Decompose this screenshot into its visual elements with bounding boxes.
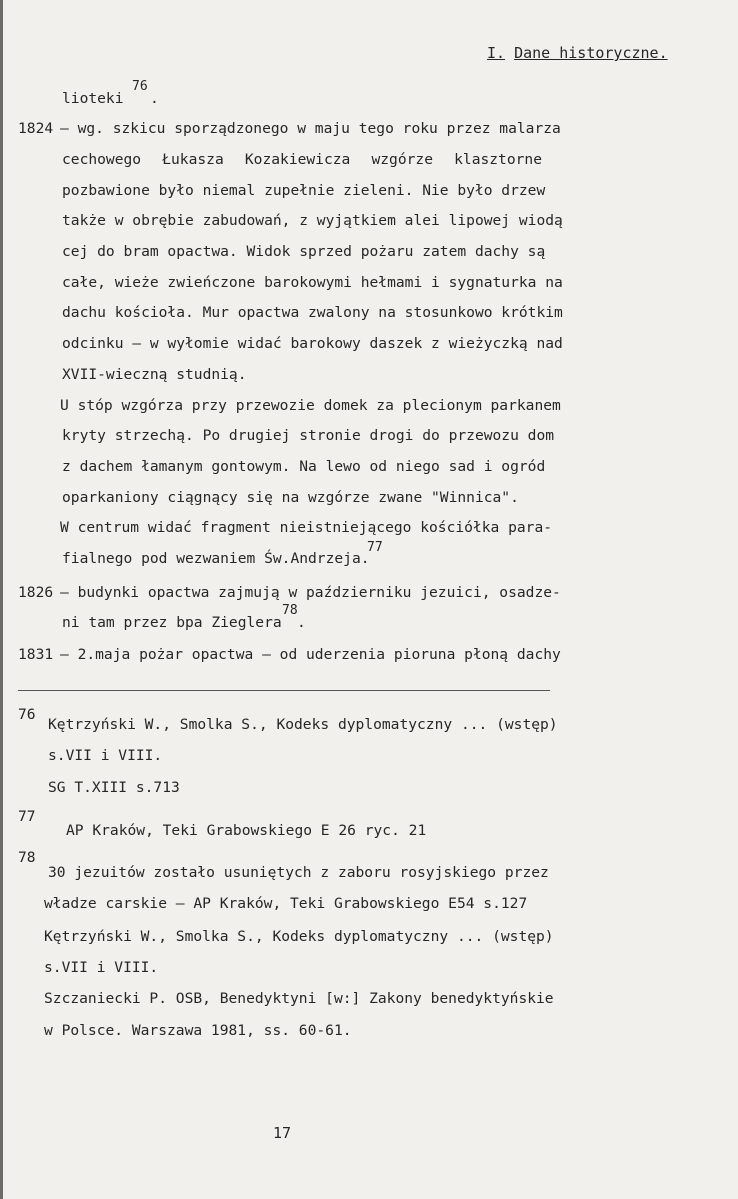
footnote-76-line-3: SG T.XIII s.713 <box>48 779 180 796</box>
footnote-78-line-5: Szczaniecki P. OSB, Benedyktyni [w:] Zakony benedyktyńskie <box>44 990 554 1007</box>
text-line-10: XVII-wieczną studnią. <box>62 366 247 383</box>
text-line-13: z dachem łamanym gontowym. Na lewo od niego sad i ogród <box>62 458 546 475</box>
footnote-separator <box>18 690 550 691</box>
text-line-11: U stóp wzgórza przy przewozie domek za plecionym parkanem <box>60 397 561 414</box>
year-1831: 1831 <box>18 646 54 663</box>
text-line-8: dachu kościoła. Mur opactwa zwalony na stosunkowo krótkim <box>62 304 563 321</box>
footnote-number-78: 78 <box>18 849 36 866</box>
footnote-ref-76: 76 <box>132 79 148 94</box>
footnote-78-line-2: władze carskie – AP Kraków, Teki Grabowskiego E54 s.127 <box>44 895 528 912</box>
text-line-18-end: . <box>297 614 306 631</box>
footnote-ref-78: 78 <box>282 603 298 618</box>
text-line-2: – wg. szkicu sporządzonego w maju tego roku przez malarza <box>60 120 561 137</box>
footnote-78-line-1: 30 jezuitów zostało usuniętych z zaboru rosyjskiego przez <box>48 864 549 881</box>
footnote-76-line-2: s.VII i VIII. <box>48 747 163 764</box>
text-line-9: odcinku – w wyłomie widać barokowy daszek z wieżyczką nad <box>62 335 563 352</box>
footnote-77-line-1: AP Kraków, Teki Grabowskiego E 26 ryc. 21 <box>66 822 427 839</box>
footnote-ref-77: 77 <box>367 540 383 555</box>
page-edge <box>0 0 3 1199</box>
text-line-1-end: . <box>150 90 159 107</box>
text-line-15: W centrum widać fragment nieistniejącego kościółka para- <box>60 519 553 536</box>
text-line-16: fialnego pod wezwaniem Św.Andrzeja. <box>62 550 370 567</box>
page-number: 17 <box>273 1124 292 1142</box>
text-line-12: kryty strzechą. Po drugiej stronie drogi do przewozu dom <box>62 427 555 444</box>
footnote-78-line-3: Kętrzyński W., Smolka S., Kodeks dyplomatyczny ... (wstęp) <box>44 928 554 945</box>
year-1826: 1826 <box>18 584 54 601</box>
footnote-76-line-1: Kętrzyński W., Smolka S., Kodeks dyplomatyczny ... (wstęp) <box>48 716 558 733</box>
text-line-14: oparkaniony ciągnący się na wzgórze zwane "Winnica". <box>62 489 519 506</box>
text-line-6: cej do bram opactwa. Widok sprzed pożaru zatem dachy są <box>62 243 546 260</box>
header-title: Dane historyczne. <box>514 44 668 62</box>
footnote-78-line-4: s.VII i VIII. <box>44 959 159 976</box>
text-line-1: lioteki <box>62 90 124 107</box>
year-1824: 1824 <box>18 120 54 137</box>
header-prefix: I. <box>487 44 506 62</box>
footnote-number-76: 76 <box>18 706 36 723</box>
footnote-number-77: 77 <box>18 808 36 825</box>
text-line-3: cechowego Łukasza Kozakiewicza wzgórze klasztorne <box>62 151 542 168</box>
text-line-17: – budynki opactwa zajmują w październiku jezuici, osadze- <box>60 584 561 601</box>
footnote-78-line-6: w Polsce. Warszawa 1981, ss. 60-61. <box>44 1022 352 1039</box>
running-header <box>487 44 668 62</box>
text-line-5: także w obrębie zabudowań, z wyjątkiem alei lipowej wiodą <box>62 212 563 229</box>
text-line-19: – 2.maja pożar opactwa – od uderzenia pioruna płoną dachy <box>60 646 561 663</box>
text-line-7: całe, wieże zwieńczone barokowymi hełmami i sygnaturka na <box>62 274 563 291</box>
text-line-4: pozbawione było niemal zupełnie zieleni. Nie było drzew <box>62 182 546 199</box>
text-line-18: ni tam przez bpa Zieglera <box>62 614 282 631</box>
